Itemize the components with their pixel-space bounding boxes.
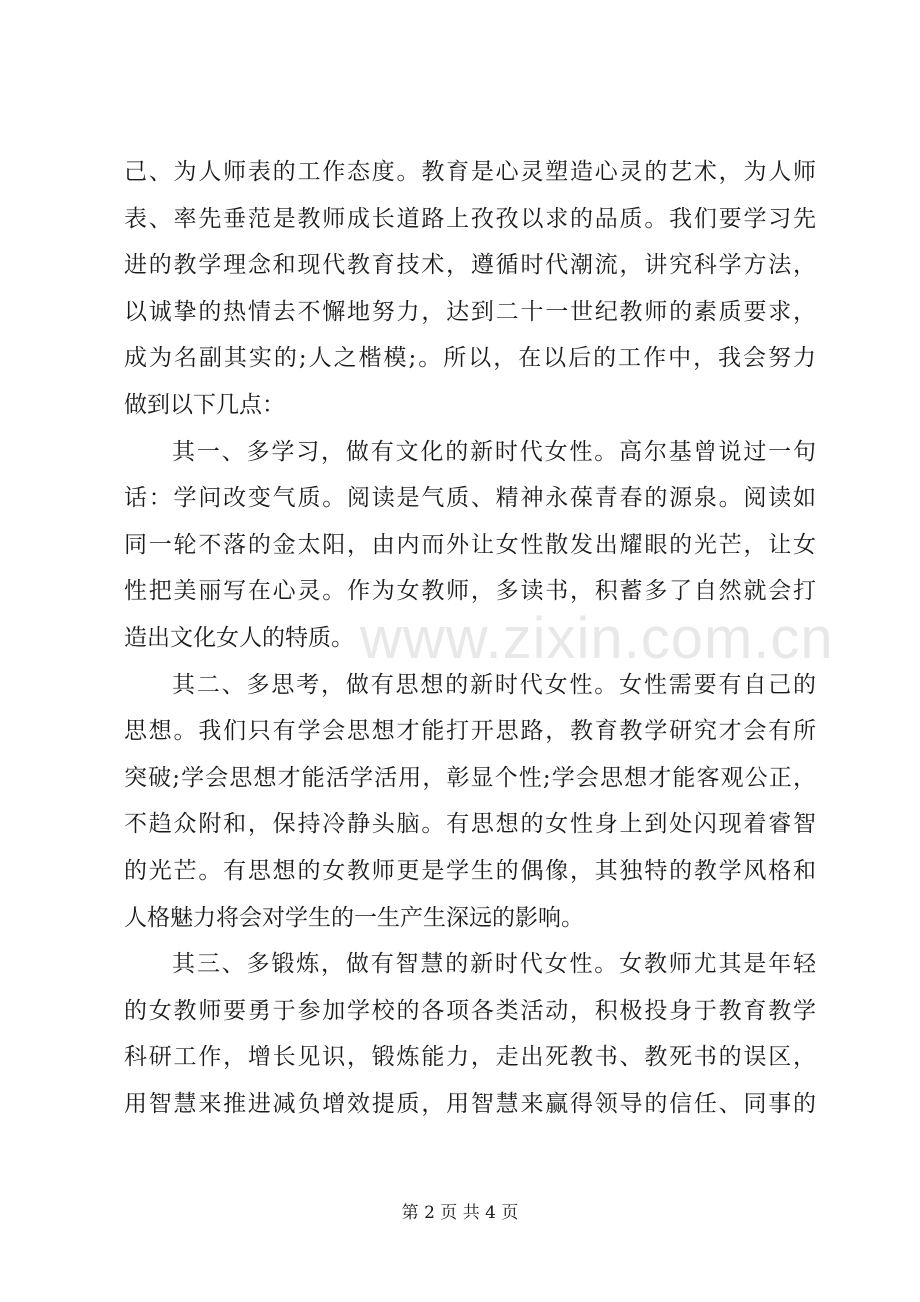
text-line: 其一、多学习，做有文化的新时代女性。高尔基曾说过一句 xyxy=(172,438,816,465)
watermark: www.zixin.com.cn xyxy=(360,606,834,671)
text-line: 己、为人师表的工作态度。教育是心灵塑造心灵的艺术，为人师 xyxy=(124,159,816,185)
text-line: 的女教师要勇于参加学校的各项各类活动，积极投身于教育教学 xyxy=(124,997,816,1024)
text-line: 不趋众附和，保持冷静头脑。有思想的女性身上到处闪现着睿智 xyxy=(124,811,816,838)
text-line: 科研工作，增长见识，锻炼能力，走出死教书、教死书的误区， xyxy=(124,1044,816,1071)
text-line: 其二、多思考，做有思想的新时代女性。女性需要有自己的 xyxy=(172,671,816,698)
text-line: 成为名副其实的;人之楷模;。所以，在以后的工作中，我会努力 xyxy=(124,345,816,372)
text-line: 突破;学会思想才能活学活用，彰显个性;学会思想才能客观公正， xyxy=(124,764,816,791)
text-line: 表、率先垂范是教师成长道路上孜孜以求的品质。我们要学习先 xyxy=(124,205,816,232)
text-line: 造出文化女人的特质。 xyxy=(124,624,354,651)
text-line: 话：学问改变气质。阅读是气质、精神永葆青春的源泉。阅读如 xyxy=(124,485,816,512)
body-text xyxy=(124,149,816,1127)
text-line: 同一轮不落的金太阳，由内而外让女性散发出耀眼的光芒，让女 xyxy=(124,531,816,558)
text-line: 用智慧来推进减负增效提质，用智慧来赢得领导的信任、同事的 xyxy=(124,1090,816,1117)
text-line: 进的教学理念和现代教育技术，遵循时代潮流，讲究科学方法， xyxy=(124,252,816,279)
text-line: 其三、多锻炼，做有智慧的新时代女性。女教师尤其是年轻 xyxy=(172,951,816,978)
text-line: 思想。我们只有学会思想才能打开思路，教育教学研究才会有所 xyxy=(124,718,816,745)
page-footer: 第 2 页 共 4 页 xyxy=(401,1203,519,1223)
text-line: 以诚挚的热情去不懈地努力，达到二十一世纪教师的素质要求， xyxy=(124,298,816,325)
text-line: 性把美丽写在心灵。作为女教师，多读书，积蓄多了自然就会打 xyxy=(124,578,816,605)
text-line: 做到以下几点： xyxy=(124,391,285,418)
text-line: 的光芒。有思想的女教师更是学生的偶像，其独特的教学风格和 xyxy=(124,857,816,884)
text-line: 人格魅力将会对学生的一生产生深远的影响。 xyxy=(124,904,584,931)
